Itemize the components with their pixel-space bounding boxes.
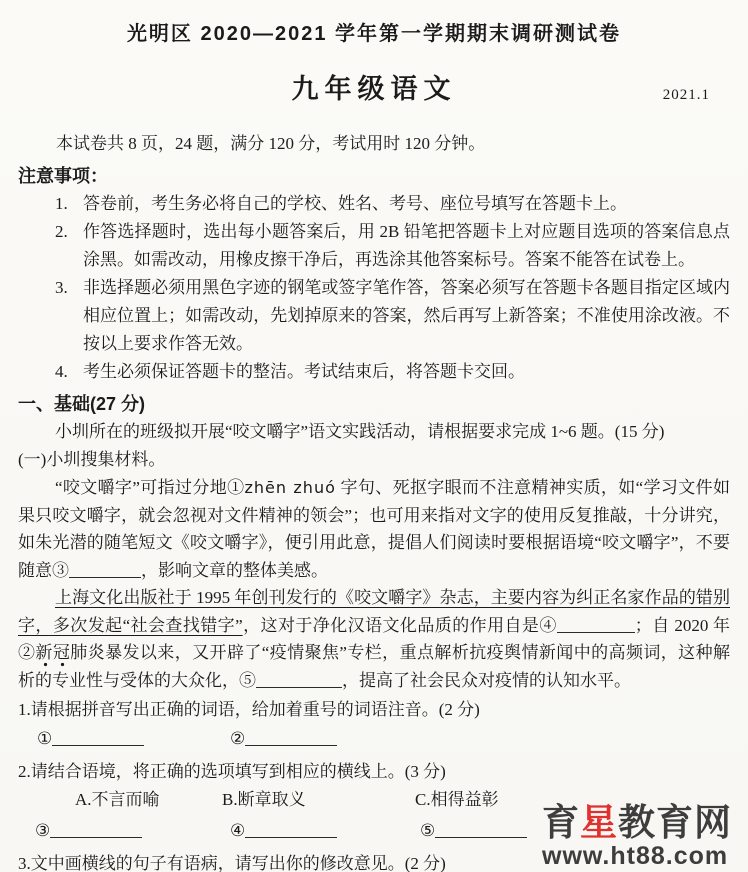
answer-blank-3 (35, 816, 230, 846)
exam-title: 光明区 2020—2021 学年第一学期期末调研测试卷 (126, 23, 622, 45)
paragraph-definition (18, 474, 730, 584)
option-a: A.不言而喻 (75, 790, 160, 809)
para2-seg2: ，这对于净化汉语文化品质的作用自是④ (242, 615, 557, 635)
answer-line-4 (245, 823, 337, 838)
notice-item-text: 考生必须保证答题卡的整洁。考试结束后，将答题卡交回。 (83, 362, 525, 381)
para2-seg5: ，提高了社会民众对疫情的认知水平。 (342, 670, 631, 690)
exam-info-line: 本试卷共 8 页，24 题，满分 120 分，考试用时 120 分钟。 (56, 134, 486, 153)
notice-item-number: 1. (55, 194, 68, 213)
option-b: B.断章取义 (222, 790, 306, 809)
blank-label-1: ① (37, 729, 53, 748)
notice-heading: 注意事项： (18, 166, 108, 186)
notice-item-4 (55, 358, 730, 386)
underlined-sentence: 上海文化出版社于 1995 年创刊发行的《咬文嚼字》杂志，主要内容为纠正名家作品的错别字，多次发起“社会查找错字” (18, 588, 730, 635)
option-c: C.相得益彰 (415, 790, 499, 809)
notice-item-text: 作答选择题时，选出每小题答案后，用 2B 铅笔把答题卡上对应题目选项的答案信息点涂黑。如需改动，用橡皮擦干净后，再选涂其他答案标号。答案不能答在试卷上。 (83, 222, 730, 269)
section-1-intro: 小圳所在的班级拟开展“咬文嚼字”语文实践活动，请根据要求完成 1~6 题。(15 分) (55, 422, 665, 441)
notice-item-number: 3. (55, 278, 68, 297)
answer-blank-2 (230, 724, 423, 754)
question-1-answer-blanks (18, 724, 730, 756)
blank-label-5: ⑤ (420, 821, 436, 840)
section-1-heading: 一、基础(27 分) (18, 394, 146, 414)
para2-seg3: ；自 2020 年② (18, 615, 731, 662)
notice-item-3 (55, 274, 730, 358)
para1-seg1: “咬文嚼字”可指过分地① (55, 478, 245, 497)
answer-blank-1 (37, 724, 230, 754)
blank-label-4: ④ (230, 821, 246, 840)
notice-item-1 (55, 190, 730, 218)
notice-item-number: 2. (55, 222, 68, 241)
answer-line-5 (435, 823, 527, 838)
notice-item-text: 答卷前，考生务必将自己的学校、姓名、考号、座位号填写在答题卡上。 (83, 194, 627, 213)
answer-line-3 (50, 823, 142, 838)
watermark-brand-red: 星 (580, 802, 618, 843)
answer-blank-4 (230, 816, 420, 846)
para1-seg3: ，影响文章的整体美感。 (141, 560, 328, 580)
blank-label-3: ③ (35, 821, 51, 840)
inline-blank-3 (69, 563, 141, 578)
part-1-heading: (一)小圳搜集材料。 (18, 450, 166, 469)
question-2: 2.请结合语境，将正确的选项填写到相应的横线上。(3 分) (18, 762, 446, 781)
subject-title: 九年级语文 (291, 74, 457, 104)
subject-row (18, 72, 730, 106)
watermark-brand-pre: 育 (542, 802, 580, 843)
pinyin-text: zhēn zhuó (244, 478, 336, 497)
answer-line-2 (245, 731, 337, 746)
paragraph-magazine (18, 584, 730, 694)
watermark-brand (542, 803, 732, 843)
watermark-url: www.ht88.com (542, 842, 729, 870)
blank-label-2: ② (230, 729, 246, 748)
para1-seg2: 字句、死抠字眼而不注意精神实质，如“学习文件如果只咬文嚼字，就会忽视对文件精神的领会”；也可用来指对文字的使用反复推敲，十分讲究，如朱光潜的随笔短文《咬文嚼字》，便引用此意，提倡人们阅读时要根据语境“咬文嚼字”，不要随意③ (18, 478, 731, 580)
answer-blank-5 (420, 821, 527, 840)
notice-item-number: 4. (55, 362, 68, 381)
answer-line-1 (52, 731, 144, 746)
question-1: 1.请根据拼音写出正确的词语，给加着重号的词语注音。(2 分) (18, 700, 480, 719)
notice-item-2 (55, 218, 730, 274)
inline-blank-5 (256, 673, 342, 688)
watermark-brand-post: 教育网 (618, 802, 732, 843)
watermark-logo (542, 803, 732, 870)
exam-date: 2021.1 (662, 87, 710, 103)
para2-seg4: 肺炎暴发以来，又开辟了“疫情聚焦”专栏，重点解析抗疫舆情新闻中的高频词，这种解析的专业性与受体的大众化，⑤ (18, 643, 731, 690)
question-3: 3.文中画横线的句子有语病，请写出你的修改意见。(2 分) (18, 854, 446, 872)
emphasized-word: 新冠 (35, 643, 70, 667)
notice-item-text: 非选择题必须用黑色字迹的钢笔或签字笔作答，答案必须写在答题卡各题目指定区域内相应位置上；如需改动，先划掉原来的答案，然后再写上新答案；不准使用涂改液。不按以上要求作答无效。 (83, 278, 730, 353)
inline-blank-4 (557, 618, 635, 633)
